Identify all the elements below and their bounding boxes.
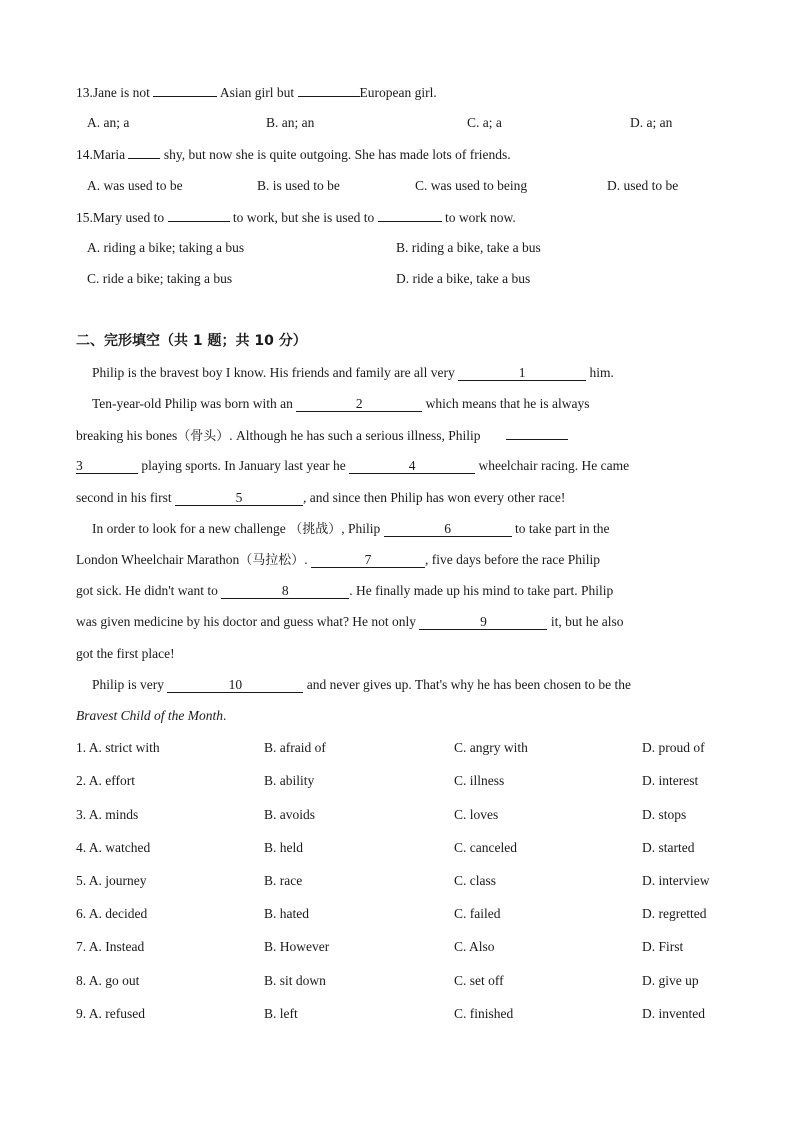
cloze-question-8-options xyxy=(0,971,794,991)
option-d[interactable]: D. give up xyxy=(642,973,699,988)
passage-line: Ten-year-old Philip was born with an 2 which means that he is always xyxy=(92,396,590,411)
answer-blank[interactable] xyxy=(298,82,360,97)
option-d[interactable]: D. a; an xyxy=(630,115,673,130)
option-a[interactable]: 9. A. refused xyxy=(76,1006,145,1021)
passage-line: 3 playing sports. In January last year he 4 wheelchair racing. He came xyxy=(76,458,630,473)
question-15-options-row1 xyxy=(0,238,794,258)
option-d[interactable]: D. interest xyxy=(642,773,699,788)
cloze-blank[interactable]: 6 xyxy=(384,522,512,537)
option-b[interactable]: B. riding a bike, take a bus xyxy=(396,240,541,255)
cloze-question-1-options xyxy=(0,738,794,758)
question-15-options-row2 xyxy=(0,269,794,289)
award-title: Bravest Child of the Month xyxy=(76,708,223,723)
option-b[interactable]: B. sit down xyxy=(264,973,326,988)
answer-blank[interactable] xyxy=(153,82,217,97)
cloze-blank[interactable]: 1 xyxy=(458,366,586,381)
option-b[interactable]: B. left xyxy=(264,1006,298,1021)
cloze-question-2-options xyxy=(0,771,794,791)
option-c[interactable]: C. set off xyxy=(454,973,504,988)
cloze-blank[interactable] xyxy=(506,425,568,440)
option-d[interactable]: D. proud of xyxy=(642,740,705,755)
option-a[interactable]: A. was used to be xyxy=(87,178,183,193)
passage-line: got sick. He didn't want to 8 . He finally made up his mind to take part. Philip xyxy=(76,583,614,598)
option-b[interactable]: B. However xyxy=(264,939,330,954)
option-c[interactable]: C. was used to being xyxy=(415,178,528,193)
question-14-options xyxy=(0,176,794,196)
option-c[interactable]: C. loves xyxy=(454,807,499,822)
option-c[interactable]: C. a; a xyxy=(467,115,502,130)
question-13-options xyxy=(0,113,794,133)
option-b[interactable]: B. afraid of xyxy=(264,740,326,755)
option-a[interactable]: 6. A. decided xyxy=(76,906,148,921)
answer-blank[interactable] xyxy=(378,207,442,222)
option-a[interactable]: 3. A. minds xyxy=(76,807,139,822)
option-c[interactable]: C. ride a bike; taking a bus xyxy=(87,271,233,286)
option-b[interactable]: B. an; an xyxy=(266,115,315,130)
cloze-question-6-options xyxy=(0,904,794,924)
option-c[interactable]: C. canceled xyxy=(454,840,517,855)
cloze-question-7-options xyxy=(0,937,794,957)
option-c[interactable]: C. finished xyxy=(454,1006,514,1021)
question-15-stem: 15.Mary used to to work, but she is used to to work now. xyxy=(76,207,516,228)
passage-line: second in his first 5 , and since then Philip has won every other race! xyxy=(76,490,566,505)
cloze-blank[interactable]: 5 xyxy=(175,491,303,506)
cloze-blank[interactable]: 4 xyxy=(349,459,475,474)
option-d[interactable]: D. First xyxy=(642,939,684,954)
option-a[interactable]: 5. A. journey xyxy=(76,873,147,888)
passage-line: got the first place! xyxy=(76,646,175,661)
passage-line: Philip is very 10 and never gives up. That's why he has been chosen to be the xyxy=(92,677,631,692)
passage-line: London Wheelchair Marathon（马拉松）. 7 , five days before the race Philip xyxy=(76,552,601,568)
option-b[interactable]: B. is used to be xyxy=(257,178,340,193)
option-c[interactable]: C. angry with xyxy=(454,740,528,755)
cloze-blank[interactable]: 7 xyxy=(311,553,425,568)
passage-line: In order to look for a new challenge （挑战）, Philip 6 to take part in the xyxy=(92,521,610,537)
option-c[interactable]: C. failed xyxy=(454,906,501,921)
passage-line: Bravest Child of the Month. xyxy=(76,708,227,723)
option-b[interactable]: B. avoids xyxy=(264,807,316,822)
cloze-question-9-options xyxy=(0,1004,794,1024)
option-a[interactable]: 8. A. go out xyxy=(76,973,140,988)
option-a[interactable]: 7. A. Instead xyxy=(76,939,145,954)
cloze-blank[interactable]: 9 xyxy=(419,615,547,630)
option-d[interactable]: D. started xyxy=(642,840,695,855)
option-d[interactable]: D. interview xyxy=(642,873,710,888)
answer-blank[interactable] xyxy=(128,144,160,159)
option-b[interactable]: B. held xyxy=(264,840,303,855)
cloze-blank[interactable]: 2 xyxy=(296,397,422,412)
question-14-stem: 14.Maria shy, but now she is quite outgoing. She has made lots of friends. xyxy=(76,144,511,165)
question-13-stem: 13.Jane is not Asian girl but European girl. xyxy=(76,82,437,103)
cloze-question-5-options xyxy=(0,871,794,891)
cloze-question-4-options xyxy=(0,838,794,858)
option-a[interactable]: 4. A. watched xyxy=(76,840,151,855)
option-c[interactable]: C. illness xyxy=(454,773,505,788)
option-c[interactable]: C. class xyxy=(454,873,496,888)
option-b[interactable]: B. hated xyxy=(264,906,309,921)
option-d[interactable]: D. used to be xyxy=(607,178,679,193)
cloze-blank[interactable]: 10 xyxy=(167,678,303,693)
option-a[interactable]: A. riding a bike; taking a bus xyxy=(87,240,245,255)
option-a[interactable]: A. an; a xyxy=(87,115,130,130)
option-d[interactable]: D. ride a bike, take a bus xyxy=(396,271,531,286)
answer-blank[interactable] xyxy=(168,207,230,222)
option-d[interactable]: D. regretted xyxy=(642,906,707,921)
option-c[interactable]: C. Also xyxy=(454,939,495,954)
option-d[interactable]: D. invented xyxy=(642,1006,705,1021)
option-a[interactable]: 1. A. strict with xyxy=(76,740,160,755)
option-b[interactable]: B. race xyxy=(264,873,303,888)
passage-line: Philip is the bravest boy I know. His friends and family are all very 1 him. xyxy=(92,365,614,380)
section-heading: 二、完形填空（共 1 题；共 10 分） xyxy=(76,333,307,349)
option-d[interactable]: D. stops xyxy=(642,807,687,822)
cloze-blank[interactable]: 8 xyxy=(221,584,349,599)
passage-line: was given medicine by his doctor and guess what? He not only 9 it, but he also xyxy=(76,614,624,629)
cloze-blank[interactable]: 3 xyxy=(76,459,138,474)
passage-line: breaking his bones（骨头）. Although he has such a serious illness, Philip xyxy=(76,425,718,447)
cloze-question-3-options xyxy=(0,805,794,825)
option-b[interactable]: B. ability xyxy=(264,773,315,788)
option-a[interactable]: 2. A. effort xyxy=(76,773,135,788)
